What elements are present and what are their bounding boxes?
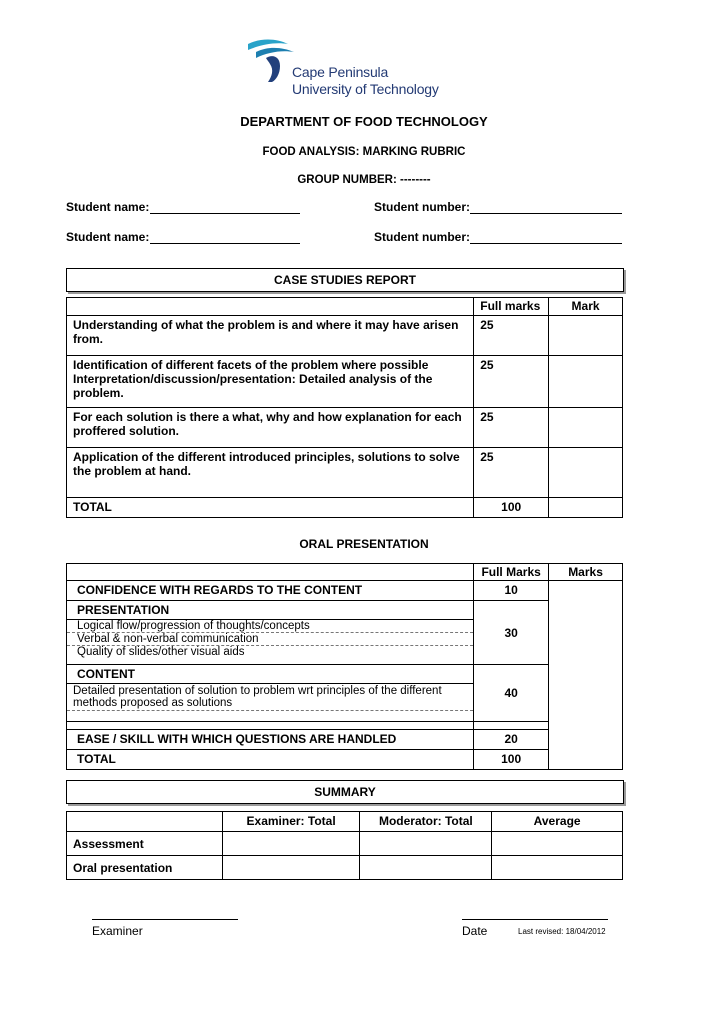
summary-table (66, 811, 623, 880)
content-item: Detailed presentation of solution to problem wrt principles of the different methods proposed as solutions (67, 684, 473, 711)
confidence-criterion: CONFIDENCE WITH REGARDS TO THE CONTENT (67, 581, 474, 601)
summary-header-box (66, 780, 624, 804)
last-revised: Last revised: 18/04/2012 (518, 927, 606, 936)
mark-cell[interactable] (549, 448, 623, 498)
criterion-text: Application of the different introduced principles, solutions to solve the problem at hand. (67, 448, 474, 498)
date-label: Date (462, 924, 488, 938)
examiner-total-cell[interactable] (222, 832, 360, 856)
summary-title: SUMMARY (314, 785, 376, 799)
student-number-line-2[interactable] (470, 243, 622, 244)
cput-logo (246, 36, 446, 102)
oral-presentation-title: ORAL PRESENTATION (299, 537, 429, 551)
moderator-total-cell[interactable] (360, 832, 492, 856)
examiner-total-cell[interactable] (222, 856, 360, 880)
table-row (67, 448, 623, 498)
full-marks-value: 25 (474, 448, 549, 498)
student-number-label: Student number: (374, 200, 470, 214)
col-full-marks: Full marks (474, 298, 549, 316)
presentation-item: Quality of slides/other visual aids (77, 646, 245, 658)
col-moderator-total: Moderator: Total (360, 812, 492, 832)
table-row (67, 356, 623, 408)
table-row (67, 832, 623, 856)
full-marks-value: 10 (474, 581, 549, 601)
case-studies-title: CASE STUDIES REPORT (273, 273, 417, 287)
department-title: DEPARTMENT OF FOOD TECHNOLOGY (240, 114, 488, 129)
col-examiner-total: Examiner: Total (222, 812, 360, 832)
criterion-text: Identification of different facets of the problem where possible Interpretation/discussion/presentation: Detailed analysis of the problem. (67, 356, 474, 408)
examiner-label: Examiner (92, 924, 143, 938)
total-label: TOTAL (67, 498, 474, 518)
table-row (67, 581, 623, 601)
total-row (67, 498, 623, 518)
student-name-line-2[interactable] (150, 243, 300, 244)
mark-cell[interactable] (549, 356, 623, 408)
mark-cell[interactable] (549, 408, 623, 448)
table-header-row (67, 564, 623, 581)
col-average: Average (492, 812, 623, 832)
presentation-heading: PRESENTATION (67, 601, 473, 620)
student-number-label-2: Student number: (374, 230, 470, 244)
table-row (67, 601, 623, 665)
full-marks-value: 20 (474, 730, 549, 750)
full-marks-value: 25 (474, 356, 549, 408)
presentation-item: Logical flow/progression of thoughts/concepts (67, 620, 473, 633)
full-marks-value: 30 (474, 601, 549, 665)
summary-row-label: Assessment (67, 832, 223, 856)
student-number-line[interactable] (470, 213, 622, 214)
col-mark: Mark (549, 298, 623, 316)
group-number: GROUP NUMBER: -------- (297, 174, 431, 186)
logo-line-1: Cape Peninsula (292, 64, 389, 80)
total-mark-cell[interactable] (549, 498, 623, 518)
col-full-marks: Full Marks (474, 564, 549, 581)
content-heading: CONTENT (67, 665, 473, 684)
rubric-title: FOOD ANALYSIS: MARKING RUBRIC (262, 146, 466, 158)
table-header-row (67, 298, 623, 316)
full-marks-value: 40 (474, 665, 549, 722)
case-studies-table (66, 297, 623, 518)
examiner-signature-line[interactable] (92, 919, 238, 920)
table-row (67, 408, 623, 448)
total-value: 100 (474, 750, 549, 770)
student-name-label-2: Student name: (66, 230, 150, 244)
total-value: 100 (474, 498, 549, 518)
table-row (67, 665, 623, 722)
student-name-line[interactable] (150, 213, 300, 214)
ease-criterion: EASE / SKILL WITH WHICH QUESTIONS ARE HANDLED (67, 730, 474, 750)
presentation-item: Verbal & non-verbal communication (67, 633, 473, 646)
table-row (67, 856, 623, 880)
criterion-text: For each solution is there a what, why and how explanation for each proffered solution. (67, 408, 474, 448)
full-marks-value: 25 (474, 316, 549, 356)
table-row (67, 316, 623, 356)
mark-cell[interactable] (549, 581, 623, 770)
mark-cell[interactable] (549, 316, 623, 356)
total-label: TOTAL (67, 750, 474, 770)
criterion-text: Understanding of what the problem is and where it may have arisen from. (67, 316, 474, 356)
date-line[interactable] (462, 919, 608, 920)
case-studies-header-box (66, 268, 624, 292)
moderator-total-cell[interactable] (360, 856, 492, 880)
student-name-label: Student name: (66, 200, 150, 214)
average-cell[interactable] (492, 832, 623, 856)
table-row (67, 730, 623, 750)
table-header-row (67, 812, 623, 832)
summary-row-label: Oral presentation (67, 856, 223, 880)
average-cell[interactable] (492, 856, 623, 880)
col-marks: Marks (549, 564, 623, 581)
full-marks-value: 25 (474, 408, 549, 448)
logo-line-2: University of Technology (292, 81, 439, 97)
total-row (67, 750, 623, 770)
oral-presentation-table (66, 563, 623, 770)
